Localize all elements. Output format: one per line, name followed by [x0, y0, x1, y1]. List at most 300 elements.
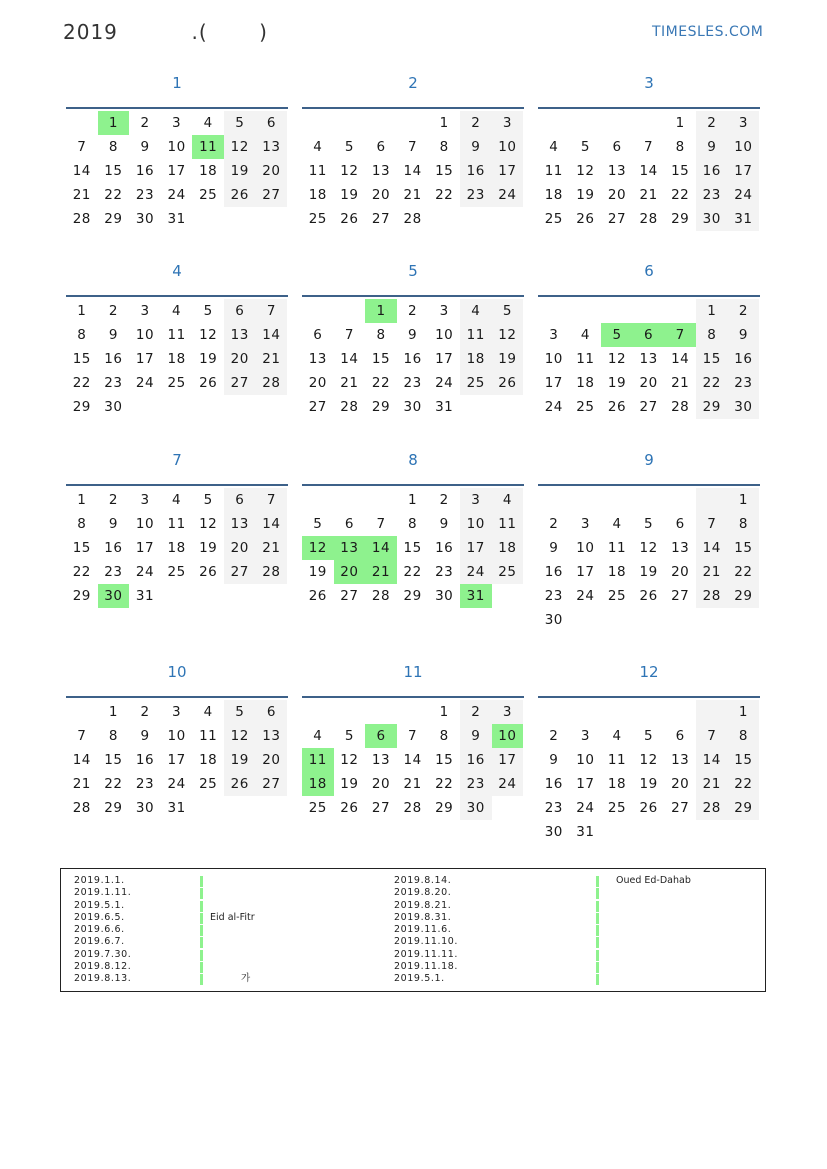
- holiday-marker: [200, 937, 203, 948]
- day-cell: 7: [344, 327, 354, 343]
- day-cell: 28: [671, 399, 690, 415]
- month-name: 5: [408, 262, 418, 280]
- month-name: 4: [172, 262, 182, 280]
- day-cell: 6: [256, 700, 288, 724]
- day-cell: 12: [199, 327, 218, 343]
- day-cell: 18: [460, 347, 492, 371]
- day-cell: 18: [308, 187, 327, 203]
- day-cell: 30: [544, 612, 563, 628]
- day-grid: [66, 700, 288, 820]
- day-cell: 7: [77, 728, 87, 744]
- day-cell: 26: [340, 211, 359, 227]
- empty-cell: [460, 207, 492, 231]
- day-cell: 8: [728, 512, 760, 536]
- day-cell: 18: [576, 375, 595, 391]
- day-cell: 14: [365, 536, 397, 560]
- empty-cell: [192, 584, 224, 608]
- day-cell: 18: [167, 540, 186, 556]
- day-cell: 13: [671, 540, 690, 556]
- day-cell: 11: [302, 748, 334, 772]
- day-cell: 10: [728, 135, 760, 159]
- empty-cell: [570, 111, 602, 135]
- day-cell: 29: [696, 395, 728, 419]
- empty-cell: [334, 111, 366, 135]
- holiday-row: [74, 936, 374, 948]
- day-cell: 6: [224, 488, 256, 512]
- day-cell: 11: [460, 323, 492, 347]
- day-cell: 15: [104, 752, 123, 768]
- day-cell: 16: [135, 163, 155, 179]
- empty-cell: [664, 820, 696, 844]
- day-cell: 12: [492, 323, 524, 347]
- day-cell: 31: [460, 584, 492, 608]
- empty-cell: [538, 700, 570, 724]
- day-cell: 9: [460, 724, 492, 748]
- day-cell: 10: [435, 327, 454, 343]
- day-cell: 11: [308, 163, 327, 179]
- day-cell: 26: [340, 800, 359, 816]
- day-cell: 27: [256, 183, 288, 207]
- day-cell: 28: [403, 800, 422, 816]
- day-cell: 29: [435, 800, 454, 816]
- day-cell: 21: [72, 187, 91, 203]
- day-cell: 9: [460, 135, 492, 159]
- holiday-row: [394, 900, 754, 912]
- day-cell: 17: [435, 351, 454, 367]
- empty-cell: [397, 700, 429, 724]
- month-rule: [66, 696, 288, 698]
- day-cell: 10: [576, 540, 595, 556]
- day-cell: 11: [492, 512, 524, 536]
- day-cell: 24: [435, 375, 454, 391]
- day-cell: 23: [460, 772, 492, 796]
- day-cell: 1: [728, 488, 760, 512]
- day-cell: 21: [403, 187, 422, 203]
- holiday-row: [74, 949, 374, 961]
- month-name: 1: [172, 74, 182, 92]
- day-cell: 6: [675, 516, 685, 532]
- month-name: 11: [403, 663, 423, 681]
- day-cell: 23: [135, 776, 155, 792]
- holiday-date: 2019.8.21.: [394, 899, 452, 911]
- holiday-date: 2019.11.11.: [394, 948, 459, 960]
- day-cell: 11: [192, 135, 224, 159]
- day-cell: 18: [492, 536, 524, 560]
- holiday-date: 2019.11.10.: [394, 936, 459, 948]
- holiday-marker: [200, 901, 203, 912]
- empty-cell: [570, 299, 602, 323]
- holiday-date: 2019.5.1.: [74, 899, 125, 911]
- holiday-row: [74, 875, 374, 887]
- day-cell: 20: [256, 159, 288, 183]
- day-cell: 26: [199, 564, 218, 580]
- day-cell: 18: [199, 752, 218, 768]
- day-cell: 16: [135, 752, 155, 768]
- day-cell: 19: [199, 351, 218, 367]
- day-cell: 7: [77, 139, 87, 155]
- day-cell: 29: [728, 584, 760, 608]
- day-cell: 19: [639, 564, 658, 580]
- month-rule: [302, 295, 524, 297]
- holiday-marker: [596, 876, 599, 887]
- day-cell: 14: [340, 351, 359, 367]
- day-cell: 8: [675, 139, 685, 155]
- day-cell: 24: [460, 560, 492, 584]
- day-cell: 3: [728, 111, 760, 135]
- day-cell: 4: [612, 728, 622, 744]
- day-cell: 9: [696, 135, 728, 159]
- day-cell: 28: [72, 211, 91, 227]
- day-cell: 25: [607, 588, 627, 604]
- empty-cell: [728, 820, 760, 844]
- day-cell: 22: [671, 187, 690, 203]
- day-cell: 14: [256, 512, 288, 536]
- empty-cell: [601, 299, 633, 323]
- holiday-name: Eid al-Fitr: [210, 911, 255, 923]
- day-cell: 5: [580, 139, 590, 155]
- day-cell: 22: [435, 187, 454, 203]
- day-cell: 17: [544, 375, 563, 391]
- day-cell: 23: [460, 183, 492, 207]
- holiday-row: [74, 912, 374, 924]
- empty-cell: [302, 488, 334, 512]
- day-cell: 24: [728, 183, 760, 207]
- day-cell: 21: [403, 776, 422, 792]
- day-cell: 25: [607, 800, 627, 816]
- day-cell: 1: [675, 115, 685, 131]
- day-cell: 8: [77, 327, 87, 343]
- day-cell: 6: [612, 139, 622, 155]
- day-cell: 6: [633, 323, 665, 347]
- month-block: [66, 451, 288, 608]
- holiday-row: [394, 936, 754, 948]
- day-cell: 23: [104, 564, 123, 580]
- empty-cell: [365, 488, 397, 512]
- empty-cell: [256, 395, 288, 419]
- day-cell: 22: [371, 375, 391, 391]
- holiday-marker: [596, 950, 599, 961]
- holiday-date: 2019.11.6.: [394, 924, 452, 936]
- day-cell: 21: [256, 536, 288, 560]
- day-cell: 17: [492, 159, 524, 183]
- day-cell: 27: [308, 399, 327, 415]
- day-cell: 15: [696, 347, 728, 371]
- empty-cell: [224, 584, 256, 608]
- day-cell: 25: [460, 371, 492, 395]
- day-cell: 23: [544, 800, 563, 816]
- day-cell: 18: [199, 163, 218, 179]
- day-grid: [538, 700, 760, 844]
- day-cell: 10: [135, 327, 155, 343]
- day-cell: 14: [72, 752, 91, 768]
- day-cell: 1: [439, 115, 449, 131]
- empty-cell: [538, 299, 570, 323]
- day-cell: 4: [460, 299, 492, 323]
- day-cell: 29: [371, 399, 391, 415]
- day-cell: 29: [104, 800, 123, 816]
- day-cell: 16: [403, 351, 422, 367]
- holiday-date: 2019.7.30.: [74, 948, 132, 960]
- empty-cell: [492, 796, 524, 820]
- day-cell: 5: [601, 323, 633, 347]
- day-cell: 8: [108, 728, 118, 744]
- day-cell: 8: [77, 516, 87, 532]
- day-cell: 3: [172, 115, 182, 131]
- holiday-row: [394, 887, 754, 899]
- day-cell: 24: [135, 375, 155, 391]
- day-cell: 13: [639, 351, 658, 367]
- day-cell: 4: [203, 115, 213, 131]
- day-cell: 26: [224, 772, 256, 796]
- day-cell: 11: [167, 516, 186, 532]
- holiday-marker: [200, 913, 203, 924]
- day-grid: [66, 488, 288, 608]
- day-cell: 21: [696, 560, 728, 584]
- day-cell: 27: [671, 588, 690, 604]
- day-cell: 16: [728, 347, 760, 371]
- day-cell: 9: [108, 516, 118, 532]
- day-cell: 12: [639, 540, 658, 556]
- day-cell: 17: [728, 159, 760, 183]
- empty-cell: [601, 608, 633, 632]
- month-name: 8: [408, 451, 418, 469]
- day-cell: 26: [492, 371, 524, 395]
- month-rule: [66, 295, 288, 297]
- empty-cell: [302, 700, 334, 724]
- holiday-date: 2019.8.13.: [74, 973, 132, 985]
- day-cell: 5: [203, 303, 213, 319]
- day-cell: 2: [140, 115, 150, 131]
- day-cell: 16: [544, 776, 563, 792]
- day-cell: 27: [639, 399, 658, 415]
- day-cell: 22: [104, 187, 123, 203]
- day-cell: 27: [256, 772, 288, 796]
- day-cell: 20: [334, 560, 366, 584]
- day-cell: 19: [492, 347, 524, 371]
- empty-cell: [633, 488, 665, 512]
- day-cell: 15: [371, 351, 391, 367]
- holiday-name: Oued Ed-Dahab: [616, 875, 691, 886]
- day-grid: [302, 700, 524, 820]
- day-cell: 8: [408, 516, 418, 532]
- day-cell: 22: [403, 564, 422, 580]
- day-cell: 5: [644, 516, 654, 532]
- empty-cell: [192, 796, 224, 820]
- day-cell: 20: [671, 776, 690, 792]
- holiday-date: 2019.6.6.: [74, 924, 125, 936]
- empty-cell: [224, 395, 256, 419]
- empty-cell: [538, 488, 570, 512]
- empty-cell: [601, 820, 633, 844]
- month-block: [538, 74, 760, 231]
- day-cell: 14: [696, 536, 728, 560]
- day-cell: 4: [612, 516, 622, 532]
- day-cell: 14: [256, 323, 288, 347]
- empty-cell: [66, 700, 98, 724]
- month-block: [66, 663, 288, 820]
- day-cell: 11: [607, 752, 627, 768]
- day-cell: 31: [167, 800, 186, 816]
- brand-logo[interactable]: TIMESLES.COM: [652, 24, 764, 40]
- empty-cell: [633, 111, 665, 135]
- month-rule: [66, 107, 288, 109]
- empty-cell: [397, 111, 429, 135]
- holiday-date: 2019.8.31.: [394, 911, 452, 923]
- empty-cell: [492, 395, 524, 419]
- day-cell: 31: [135, 588, 155, 604]
- empty-cell: [492, 207, 524, 231]
- day-cell: 21: [256, 347, 288, 371]
- page-title: 2019 .( ): [63, 20, 268, 44]
- day-cell: 22: [104, 776, 123, 792]
- day-cell: 30: [544, 824, 563, 840]
- day-cell: 1: [108, 704, 118, 720]
- holiday-name: 가: [241, 973, 251, 985]
- day-cell: 3: [172, 704, 182, 720]
- holiday-row: [394, 924, 754, 936]
- day-cell: 5: [644, 728, 654, 744]
- day-cell: 12: [576, 163, 595, 179]
- day-cell: 3: [549, 327, 559, 343]
- day-grid: [302, 111, 524, 231]
- day-grid: [302, 488, 524, 608]
- day-cell: 14: [403, 752, 422, 768]
- day-cell: 16: [544, 564, 563, 580]
- day-cell: 21: [340, 375, 359, 391]
- day-cell: 23: [696, 183, 728, 207]
- day-cell: 24: [576, 588, 595, 604]
- month-block: [302, 663, 524, 820]
- holiday-row: [74, 900, 374, 912]
- day-cell: 30: [104, 399, 123, 415]
- holiday-row: [394, 912, 754, 924]
- day-cell: 5: [313, 516, 323, 532]
- day-cell: 20: [639, 375, 658, 391]
- empty-cell: [633, 700, 665, 724]
- day-cell: 2: [549, 516, 559, 532]
- day-cell: 10: [576, 752, 595, 768]
- day-cell: 10: [460, 512, 492, 536]
- day-cell: 25: [199, 776, 218, 792]
- day-cell: 15: [671, 163, 690, 179]
- month-name: 2: [408, 74, 418, 92]
- day-cell: 8: [728, 724, 760, 748]
- empty-cell: [696, 488, 728, 512]
- empty-cell: [256, 207, 288, 231]
- day-cell: 14: [72, 163, 91, 179]
- holiday-marker: [200, 925, 203, 936]
- day-cell: 28: [696, 584, 728, 608]
- day-cell: 1: [696, 299, 728, 323]
- empty-cell: [696, 608, 728, 632]
- day-cell: 10: [492, 724, 524, 748]
- holiday-marker: [596, 974, 599, 985]
- day-cell: 31: [728, 207, 760, 231]
- day-cell: 31: [576, 824, 595, 840]
- day-cell: 27: [340, 588, 359, 604]
- day-cell: 1: [408, 492, 418, 508]
- month-rule: [538, 696, 760, 698]
- holiday-date: 2019.8.12.: [74, 961, 132, 973]
- day-cell: 30: [696, 207, 728, 231]
- day-cell: 26: [308, 588, 327, 604]
- day-cell: 5: [492, 299, 524, 323]
- month-block: [66, 262, 288, 419]
- day-cell: 26: [639, 800, 658, 816]
- day-cell: 30: [728, 395, 760, 419]
- day-cell: 2: [460, 111, 492, 135]
- day-cell: 16: [435, 540, 454, 556]
- day-cell: 14: [639, 163, 658, 179]
- day-cell: 9: [439, 516, 449, 532]
- day-cell: 28: [371, 588, 391, 604]
- day-cell: 19: [607, 375, 627, 391]
- day-cell: 5: [224, 111, 256, 135]
- empty-cell: [664, 700, 696, 724]
- day-cell: 21: [72, 776, 91, 792]
- day-cell: 13: [256, 135, 288, 159]
- day-cell: 10: [492, 135, 524, 159]
- day-cell: 28: [403, 211, 422, 227]
- day-cell: 3: [580, 728, 590, 744]
- day-cell: 21: [696, 772, 728, 796]
- holiday-marker: [596, 937, 599, 948]
- day-cell: 18: [167, 351, 186, 367]
- holiday-marker: [200, 962, 203, 973]
- day-cell: 25: [167, 375, 186, 391]
- empty-cell: [492, 584, 524, 608]
- month-block: [538, 262, 760, 419]
- day-cell: 12: [224, 135, 256, 159]
- empty-cell: [129, 395, 161, 419]
- day-cell: 23: [728, 371, 760, 395]
- day-cell: 28: [72, 800, 91, 816]
- day-cell: 27: [671, 800, 690, 816]
- holiday-row: [394, 973, 754, 985]
- day-cell: 30: [435, 588, 454, 604]
- month-name: 3: [644, 74, 654, 92]
- empty-cell: [601, 111, 633, 135]
- day-cell: 3: [460, 488, 492, 512]
- month-rule: [302, 107, 524, 109]
- day-cell: 31: [435, 399, 454, 415]
- holiday-date: 2019.1.11.: [74, 887, 132, 899]
- day-cell: 28: [696, 796, 728, 820]
- day-cell: 23: [135, 187, 155, 203]
- holiday-row: [394, 961, 754, 973]
- day-cell: 26: [607, 399, 627, 415]
- day-cell: 25: [199, 187, 218, 203]
- holiday-marker: [596, 925, 599, 936]
- day-cell: 2: [108, 492, 118, 508]
- holiday-marker: [596, 888, 599, 899]
- day-cell: 22: [728, 772, 760, 796]
- day-cell: 29: [72, 588, 91, 604]
- day-cell: 19: [639, 776, 658, 792]
- holiday-date: 2019.8.20.: [394, 887, 452, 899]
- empty-cell: [224, 796, 256, 820]
- empty-cell: [633, 608, 665, 632]
- day-cell: 27: [224, 560, 256, 584]
- day-cell: 1: [439, 704, 449, 720]
- empty-cell: [192, 395, 224, 419]
- day-cell: 24: [576, 800, 595, 816]
- month-rule: [538, 295, 760, 297]
- day-cell: 15: [72, 351, 91, 367]
- day-cell: 29: [72, 399, 91, 415]
- day-cell: 9: [140, 728, 150, 744]
- day-cell: 6: [376, 139, 386, 155]
